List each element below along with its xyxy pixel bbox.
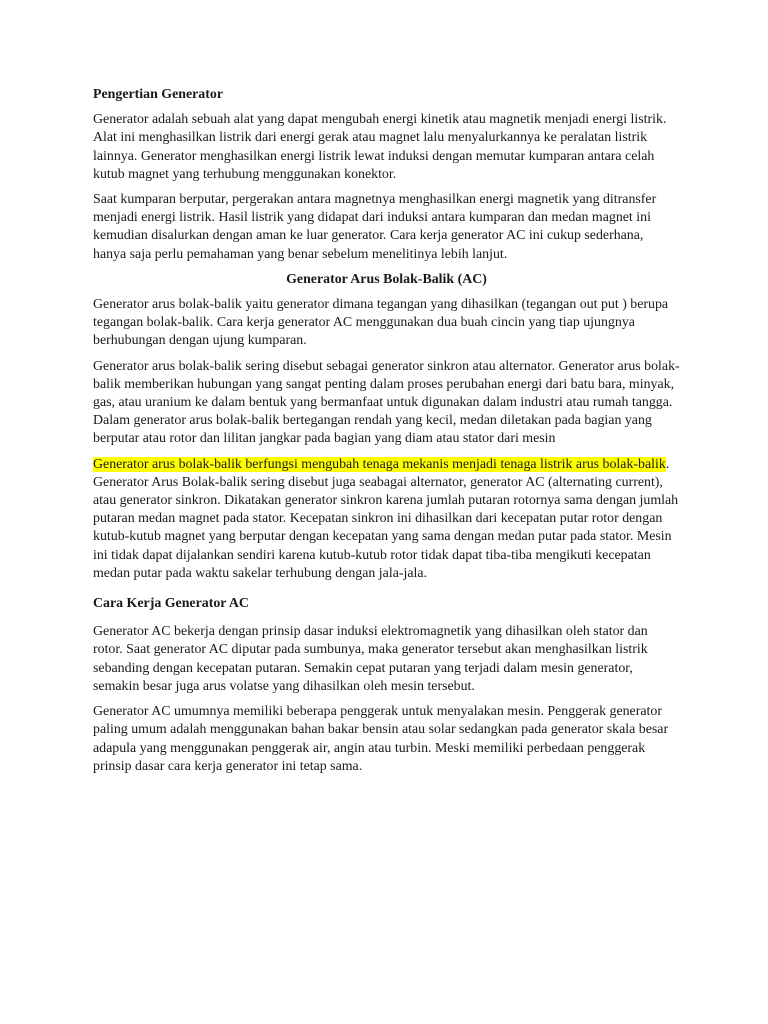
highlighted-text: Generator arus bolak-balik berfungsi mengubah tenaga mekanis menjadi tenaga listrik arus bolak-balik [93,456,666,472]
paragraph-4: Generator arus bolak-balik sering disebut sebagai generator sinkron atau alternator. Generator arus bolak-balik memberikan hubungan yang sangat penting dalam proses perubahan energi dari batu bara, minyak, gas, atau uranium ke dalam bentuk yang bermanfaat untuk digunakan dalam industri atau rumah tangga. Dalam generator arus bolak-balik bertegangan rendah yang kecil, medan diletakan pada bagian yang berputar atau rotor dan lilitan jangkar pada bagian yang diam atau stator dari mesin [93,358,680,447]
paragraph-2: Saat kumparan berputar, pergerakan antara magnetnya menghasilkan energi magnetik yang ditransfer menjadi energi listrik. Hasil listrik yang didapat dari induksi antara kumparan dan medan magnet ini kemudian disalurkan dengan aman ke luar generator. Cara kerja generator AC ini cukup sederhana, hanya saja perlu pemahaman yang benar sebelum menelitinya lebih lanjut. [93,192,657,262]
heading-cara-kerja-generator-ac: Cara Kerja Generator AC [93,596,249,612]
paragraph-1: Generator adalah sebuah alat yang dapat mengubah energi kinetik atau magnetik menjadi energi listrik. Alat ini menghasilkan listrik dari energi gerak atau magnet lalu menyalurkannya ke peralatan listrik lainnya. Generator menghasilkan energi listrik lewat induksi dengan memutar kumparan antara celah kutub magnet yang terhubung menggunakan konektor. [93,112,667,182]
paragraph-5 [93,456,680,583]
paragraph-6: Generator AC bekerja dengan prinsip dasar induksi elektromagnetik yang dihasilkan oleh stator dan rotor. Saat generator AC diputar pada sumbunya, maka generator tersebut akan menghasilkan listrik sebanding dengan kecepatan putaran. Semakin cepat putaran yang terjadi dalam mesin generator, semakin besar juga arus volatse yang dihasilkan oleh mesin tersebut. [93,624,648,694]
document-page [93,86,680,776]
paragraph-3: Generator arus bolak-balik yaitu generator dimana tegangan yang dihasilkan (tegangan out put ) berupa tegangan bolak-balik. Cara kerja generator AC menggunakan dua buah cincin yang tiap ujungnya berhubungan dengan ujung kumparan. [93,297,669,349]
paragraph-7: Generator AC umumnya memiliki beberapa penggerak untuk menyalakan mesin. Penggerak generator paling umum adalah menggunakan bahan bakar bensin atau solar sedangkan pada generator skala besar adapula yang menggunakan penggerak air, angin atau turbin. Meski memiliki perbedaan penggerak prinsip dasar cara kerja generator ini tetap sama. [93,704,669,774]
heading-pengertian-generator: Pengertian Generator [93,87,223,102]
heading-generator-arus-bolak-balik: Generator Arus Bolak-Balik (AC) [286,271,487,287]
paragraph-5-rest: . Generator Arus Bolak-balik sering disebut juga seabagai alternator, generator AC (alternating current), atau generator sinkron. Dikatakan generator sinkron karena jumlah putaran rotornya sama dengan jumlah putaran medan magnet pada stator. Kecepatan sinkron ini dihasilkan dari kecepatan putar rotor dengan kutub-kutub magnet yang berputar dengan kecepatan yang sama dengan medan putar pada stator. Mesin ini tidak dapat dijalankan sendiri karena kutub-kutub rotor tidak dapat tiba-tiba mengikuti kecepatan medan putar pada waktu sakelar terhubung dengan jala-jala. [93,456,679,581]
